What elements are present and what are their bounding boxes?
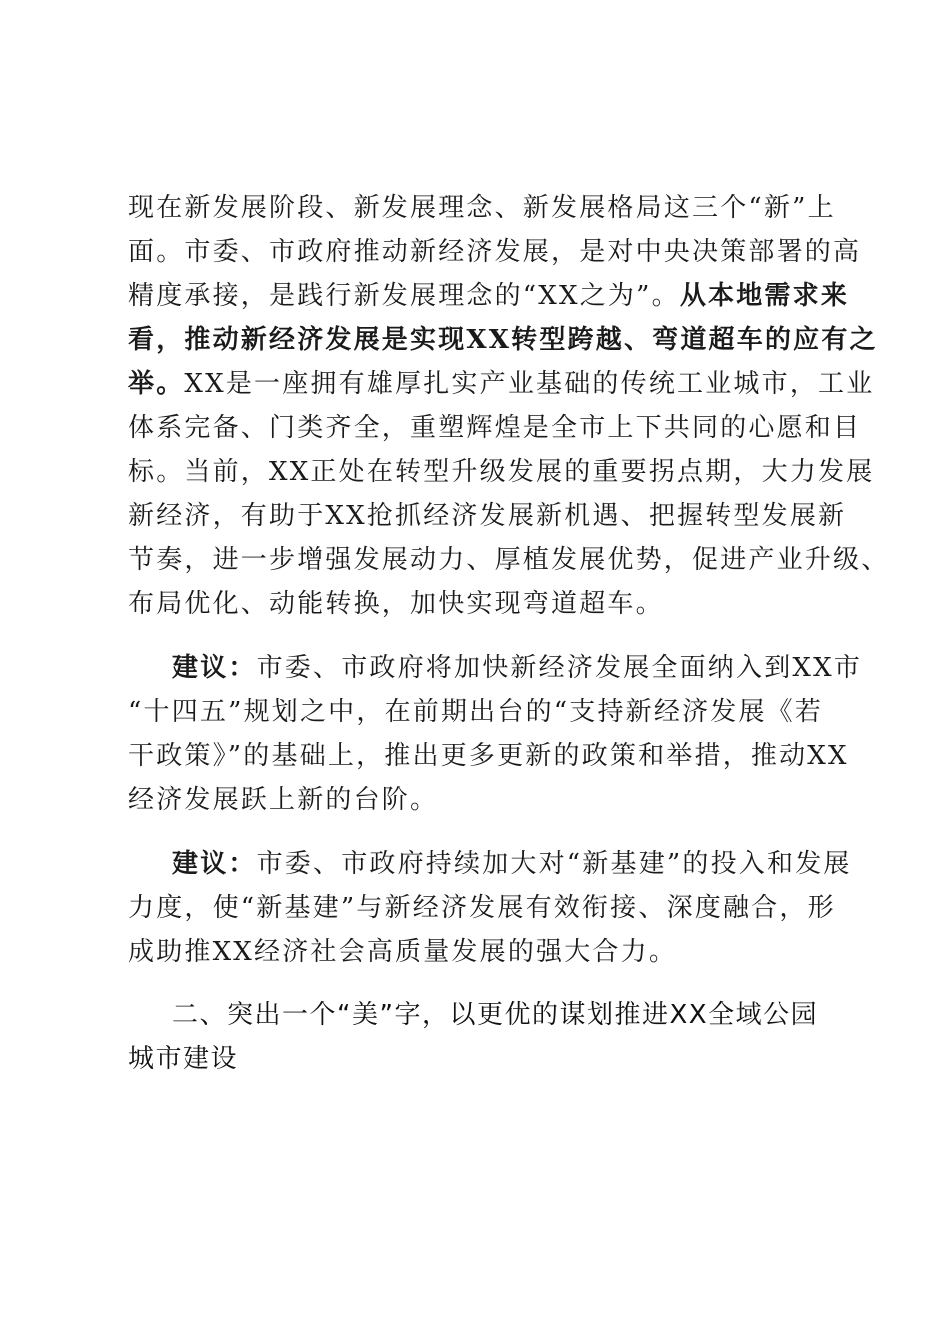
paragraph-1-line-4 bbox=[128, 325, 878, 355]
paragraph-1-line-9 bbox=[128, 545, 890, 575]
paragraph-1-line-7 bbox=[128, 457, 875, 487]
text: 市委、市政府将加快新经济发展全面纳入到XX市 bbox=[256, 653, 863, 683]
text: 精度承接，是践行新发展理念的“XX之为”。 bbox=[128, 281, 680, 311]
section-heading-line-2: 城市建设 bbox=[128, 1044, 239, 1074]
paragraph-1-line-8 bbox=[128, 501, 848, 531]
emphasis-text: 从本地需求来 bbox=[679, 281, 850, 311]
emphasis-text: 举。 bbox=[128, 369, 185, 399]
text: XX是一座拥有雄厚扎实产业基础的传统工业城市，工业 bbox=[184, 369, 875, 399]
text: 市委、市政府持续加大对“新基建”的投入和发展 bbox=[256, 849, 852, 879]
paragraph-1-line-6 bbox=[128, 413, 862, 443]
text: 力度，使“新基建”与新经济发展有效衔接、深度融合，形 bbox=[128, 893, 836, 923]
paragraph-2-line-2 bbox=[128, 697, 848, 727]
paragraph-1-line-10 bbox=[128, 589, 848, 619]
text: “十四五”规划之中，在前期出台的“支持新经济发展《若 bbox=[128, 697, 824, 727]
text: 经济发展跃上新的台阶。 bbox=[128, 785, 439, 815]
text: 标。当前，XX正处在转型升级发展的重要拐点期，大力发展 bbox=[128, 457, 875, 487]
text: 现在新发展阶段、新发展理念、新发展格局这三个“新”上 bbox=[128, 193, 836, 223]
text: 新经济，有助于XX抢抓经济发展新机遇、把握转型发展新 bbox=[128, 501, 847, 531]
paragraph-1-line-2 bbox=[128, 237, 862, 267]
paragraph-1-line-1 bbox=[128, 193, 848, 223]
paragraph-2-line-3 bbox=[128, 741, 848, 771]
text: 布局优化、动能转换，加快实现弯道超车。 bbox=[128, 589, 664, 619]
suggestion-label: 建议： bbox=[172, 849, 257, 879]
text: 体系完备、门类齐全，重塑辉煌是全市上下共同的心愿和目 bbox=[128, 413, 862, 443]
paragraph-1-line-3 bbox=[128, 281, 848, 311]
paragraph-2-line-1 bbox=[172, 653, 863, 683]
section-heading-line-1: 二、突出一个“美”字，以更优的谋划推进XX全域公园 bbox=[172, 1000, 819, 1030]
paragraph-3-line-1 bbox=[172, 849, 852, 879]
paragraph-3-line-2 bbox=[128, 893, 848, 923]
paragraph-3-line-3 bbox=[128, 937, 848, 967]
text: 成助推XX经济社会高质量发展的强大合力。 bbox=[128, 937, 678, 967]
text: 干政策》”的基础上，推出更多更新的政策和举措，推动XX bbox=[128, 741, 849, 771]
emphasis-text: 看，推动新经济发展是实现XX转型跨越、弯道超车的应有之 bbox=[128, 325, 878, 355]
text: 节奏，进一步增强发展动力、厚植发展优势，促进产业升级、 bbox=[128, 545, 890, 575]
paragraph-1-line-5 bbox=[128, 369, 875, 399]
paragraph-2-line-4 bbox=[128, 785, 848, 815]
text: 面。市委、市政府推动新经济发展，是对中央决策部署的高 bbox=[128, 237, 862, 267]
suggestion-label: 建议： bbox=[172, 653, 257, 683]
